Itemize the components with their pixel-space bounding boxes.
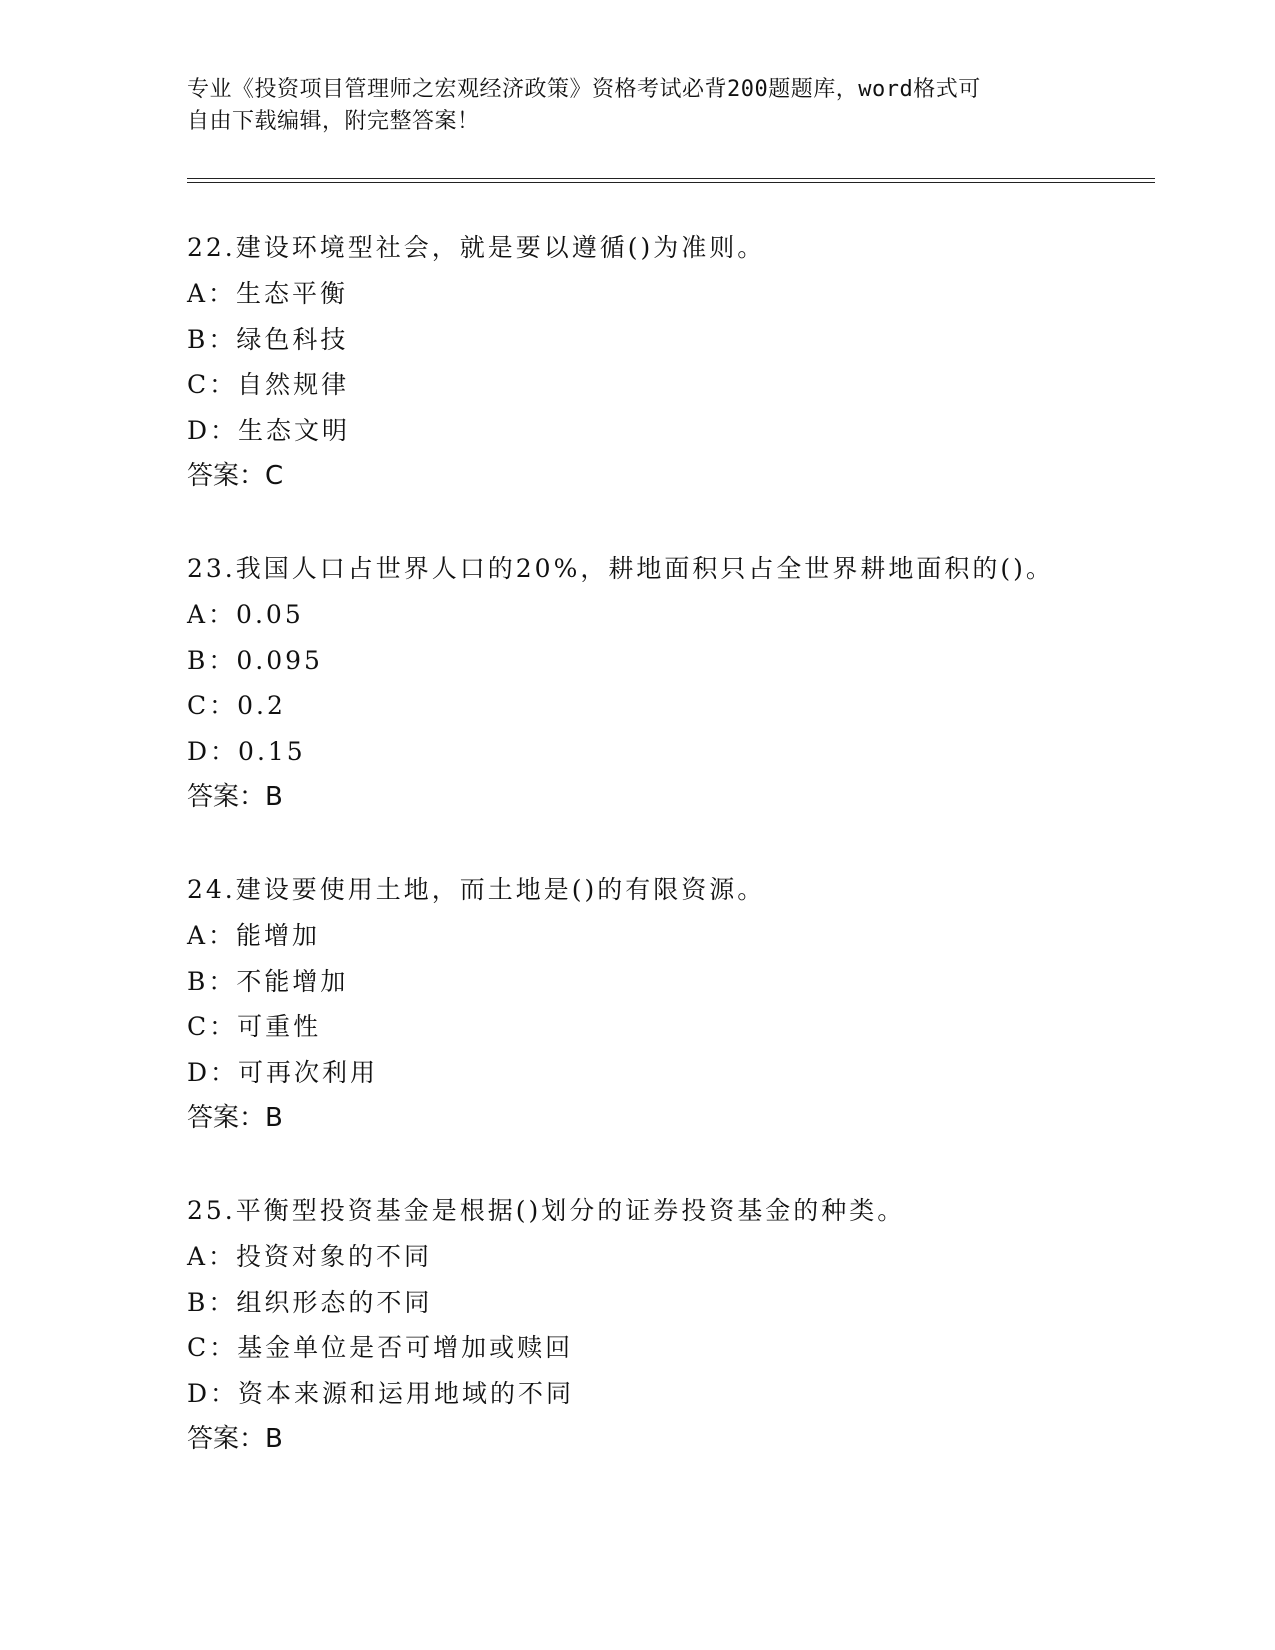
question-25 [187,1188,1147,1462]
option-c: C：可重性 [187,1012,322,1041]
option-a: A：投资对象的不同 [187,1242,433,1271]
option-b: B：0.095 [187,645,323,675]
option-b: B：组织形态的不同 [187,1287,433,1317]
option-d: D：资本来源和运用地域的不同 [187,1378,575,1408]
header-line-2: 自由下载编辑，附完整答案！ [187,109,480,134]
option-b: B：绿色科技 [187,324,349,354]
question-22 [187,225,1147,499]
option-a: A：生态平衡 [187,279,349,308]
header-divider [187,178,1155,183]
option-d: D：生态文明 [187,415,351,445]
option-c: C：自然规律 [187,370,350,399]
option-a: A：0.05 [187,600,304,629]
question-stem: 22.建设环境型社会，就是要以遵循()为准则。 [187,233,766,262]
option-c: C：基金单位是否可增加或赎回 [187,1333,574,1362]
option-a: A：能增加 [187,921,321,950]
answer: 答案：B [187,1103,283,1133]
question-stem: 25.平衡型投资基金是根据()划分的证券投资基金的种类。 [187,1196,906,1225]
answer: 答案：B [187,782,283,812]
option-b: B：不能增加 [187,966,349,996]
question-stem: 23.我国人口占世界人口的20%，耕地面积只占全世界耕地面积的()。 [187,554,1054,583]
option-d: D：可再次利用 [187,1057,379,1087]
answer: 答案：B [187,1424,283,1454]
option-d: D：0.15 [187,736,306,766]
question-24 [187,867,1147,1141]
question-23 [187,546,1147,820]
answer: 答案：C [187,461,284,491]
header-line-1: 专业《投资项目管理师之宏观经济政策》资格考试必背200题题库，word格式可 [187,77,981,102]
document-header [187,74,1067,138]
option-c: C：0.2 [187,691,286,720]
question-stem: 24.建设要使用土地，而土地是()的有限资源。 [187,875,766,904]
